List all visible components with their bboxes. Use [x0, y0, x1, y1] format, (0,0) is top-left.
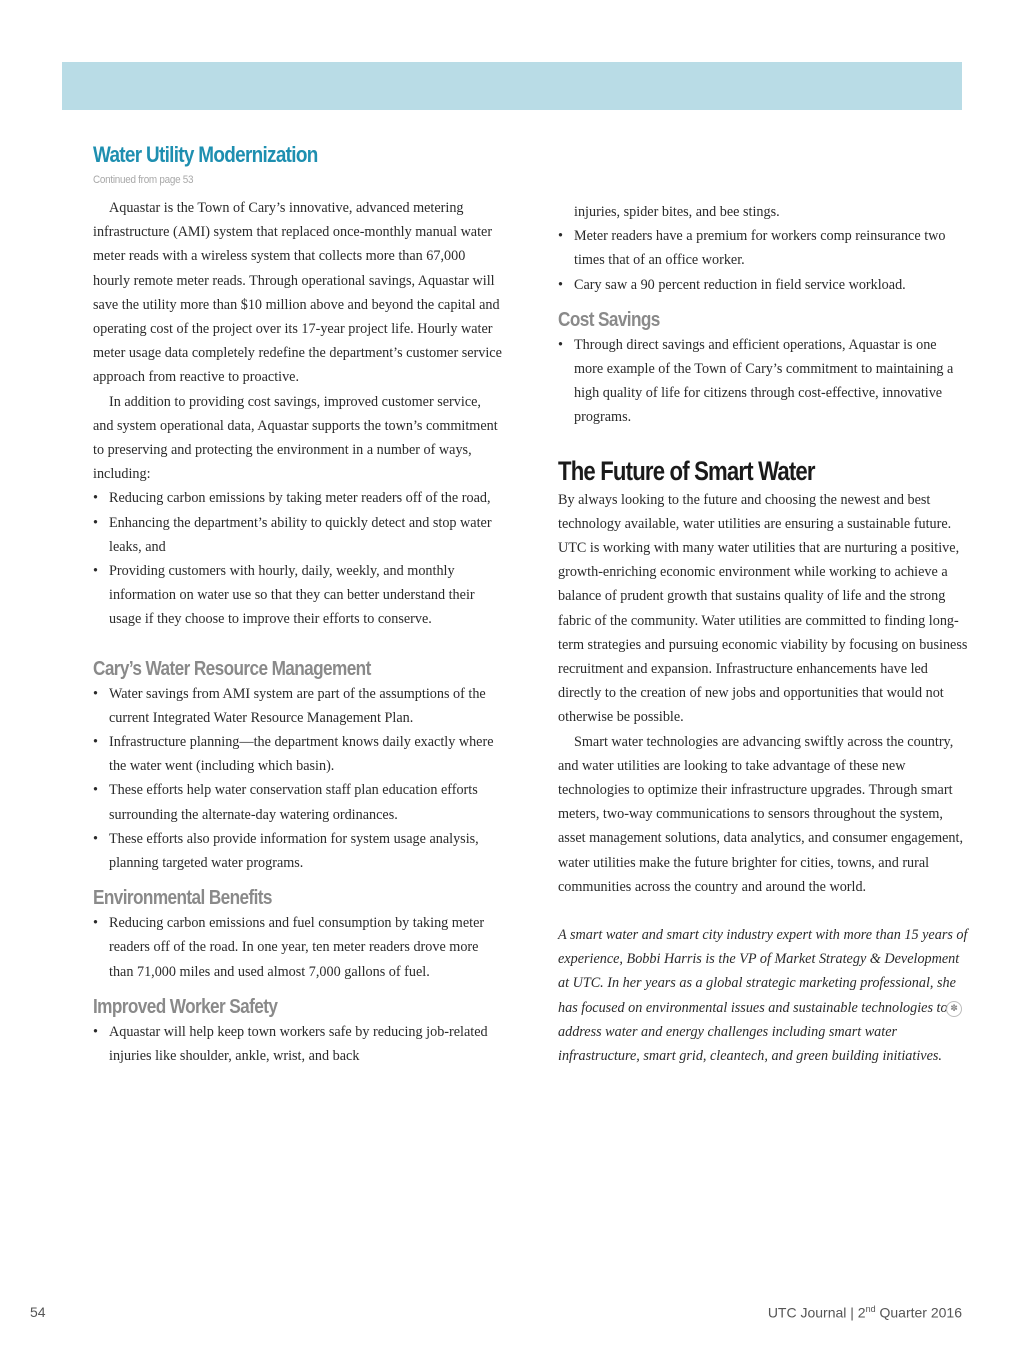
- ordinal-suffix: nd: [865, 1304, 876, 1314]
- list-item: • Water savings from AMI system are part of the assumptions of the current Integrated Water Resource Management Plan.: [93, 682, 503, 730]
- bullet-list: [93, 911, 503, 984]
- body-paragraph: Smart water technologies are advancing swiftly across the country, and water utilities are looking to take advantage of these new technologies to optimize their infrastructure upgrades. Through smart meters, two-way communications to sensors throughout the system, asset management solutions, data analytics, and consumer engagement, water utilities make the future brighter for cities, towns, and rural communities across the country and around the world.: [558, 733, 964, 895]
- section-heading: The Future of Smart Water: [558, 455, 815, 486]
- list-item: • These efforts help water conservation staff plan education efforts surrounding the alternate-day watering ordinances.: [93, 778, 503, 826]
- journal-footer: [768, 1304, 962, 1321]
- page-number: 54: [30, 1304, 46, 1320]
- body-paragraph: In addition to providing cost savings, improved customer service, and system operational data, Aquastar supports the town’s commitment to preserving and protecting the environment in a number of ways, including:: [93, 393, 498, 483]
- section-kicker: Water Utility Modernization: [93, 142, 318, 167]
- end-of-article-icon: ✽: [946, 1001, 962, 1017]
- bullet-list: [93, 682, 503, 876]
- list-item: • Enhancing the department’s ability to quickly detect and stop water leaks, and: [93, 511, 503, 559]
- author-bio: A smart water and smart city industry expert with more than 15 years of experience, Bobbi Harris is the VP of Market Strategy & Development at UTC. In her years as a global strategic marketing professional, she has focused on environmental issues and sustainable technologies to address water and energy challenges including smart water infrastructure, smart grid, cleantech, and green building initiatives.: [558, 927, 968, 1065]
- continued-note: Continued from page 53: [93, 174, 194, 186]
- subheading: Improved Worker Safety: [93, 995, 278, 1018]
- list-item: • Providing customers with hourly, daily, weekly, and monthly information on water use so that they can better understand their usage if they choose to improve their efforts to conserve.: [93, 559, 503, 632]
- list-item: • Cary saw a 90 percent reduction in field service workload.: [558, 273, 968, 297]
- subheading: Cary’s Water Resource Management: [93, 657, 371, 680]
- bullet-list: [558, 224, 968, 297]
- quarter-year: Quarter 2016: [875, 1304, 962, 1321]
- list-item: • Infrastructure planning—the department knows daily exactly where the water went (including which basin).: [93, 730, 503, 778]
- body-paragraph: By always looking to the future and choosing the newest and best technology available, water utilities are ensuring a sustainable future. UTC is working with many water utilities that are nurturing a positive, growth-enriching economic environment while working to achieve a balance of prudent growth that sustains quality of life and the strong fabric of the community. Water utilities are committed to finding long-term strategies and pursuing economic viability by focusing on business recruitment and expansion. Infrastructure enhancements have led directly to the creation of new jobs and opportunities that would not otherwise be possible.: [558, 491, 968, 726]
- subheading: Environmental Benefits: [93, 887, 272, 910]
- bullet-list: [93, 1020, 503, 1068]
- list-item: • Meter readers have a premium for workers comp reinsurance two times that of an office worker.: [558, 224, 968, 272]
- header-banner: [62, 62, 962, 110]
- continued-list-text: injuries, spider bites, and bee stings.: [574, 204, 780, 220]
- body-paragraph: Aquastar is the Town of Cary’s innovative, advanced metering infrastructure (AMI) system that replaced once-monthly manual water meter reads with a wireless system that collects more than 67,000 hourly remote meter reads. Through operational savings, Aquastar will save the utility more than $10 million above and beyond the capital and operating cost of the project over its 17-year project life. Hourly water meter usage data completely redefine the department’s customer service approach from reactive to proactive.: [93, 200, 502, 386]
- list-item: • Reducing carbon emissions by taking meter readers off of the road,: [93, 486, 503, 510]
- list-item: • Through direct savings and efficient operations, Aquastar is one more example of the Town of Cary’s commitment to maintaining a high quality of life for citizens through cost-effective, innovative programs.: [558, 333, 968, 430]
- list-item: • These efforts also provide information for system usage analysis, planning targeted water programs.: [93, 827, 503, 875]
- right-column: [558, 200, 968, 1068]
- list-item: • Reducing carbon emissions and fuel consumption by taking meter readers off of the road. In one year, ten meter readers drove more than 71,000 miles and used almost 7,000 gallons of fuel.: [93, 911, 503, 984]
- subheading: Cost Savings: [558, 308, 660, 331]
- left-column: [93, 142, 503, 1068]
- bullet-list: [93, 486, 503, 631]
- list-item: • Aquastar will help keep town workers safe by reducing job-related injuries like shoulder, ankle, wrist, and back: [93, 1020, 503, 1068]
- bullet-list: [558, 333, 968, 430]
- journal-name: UTC Journal | 2: [767, 1304, 866, 1321]
